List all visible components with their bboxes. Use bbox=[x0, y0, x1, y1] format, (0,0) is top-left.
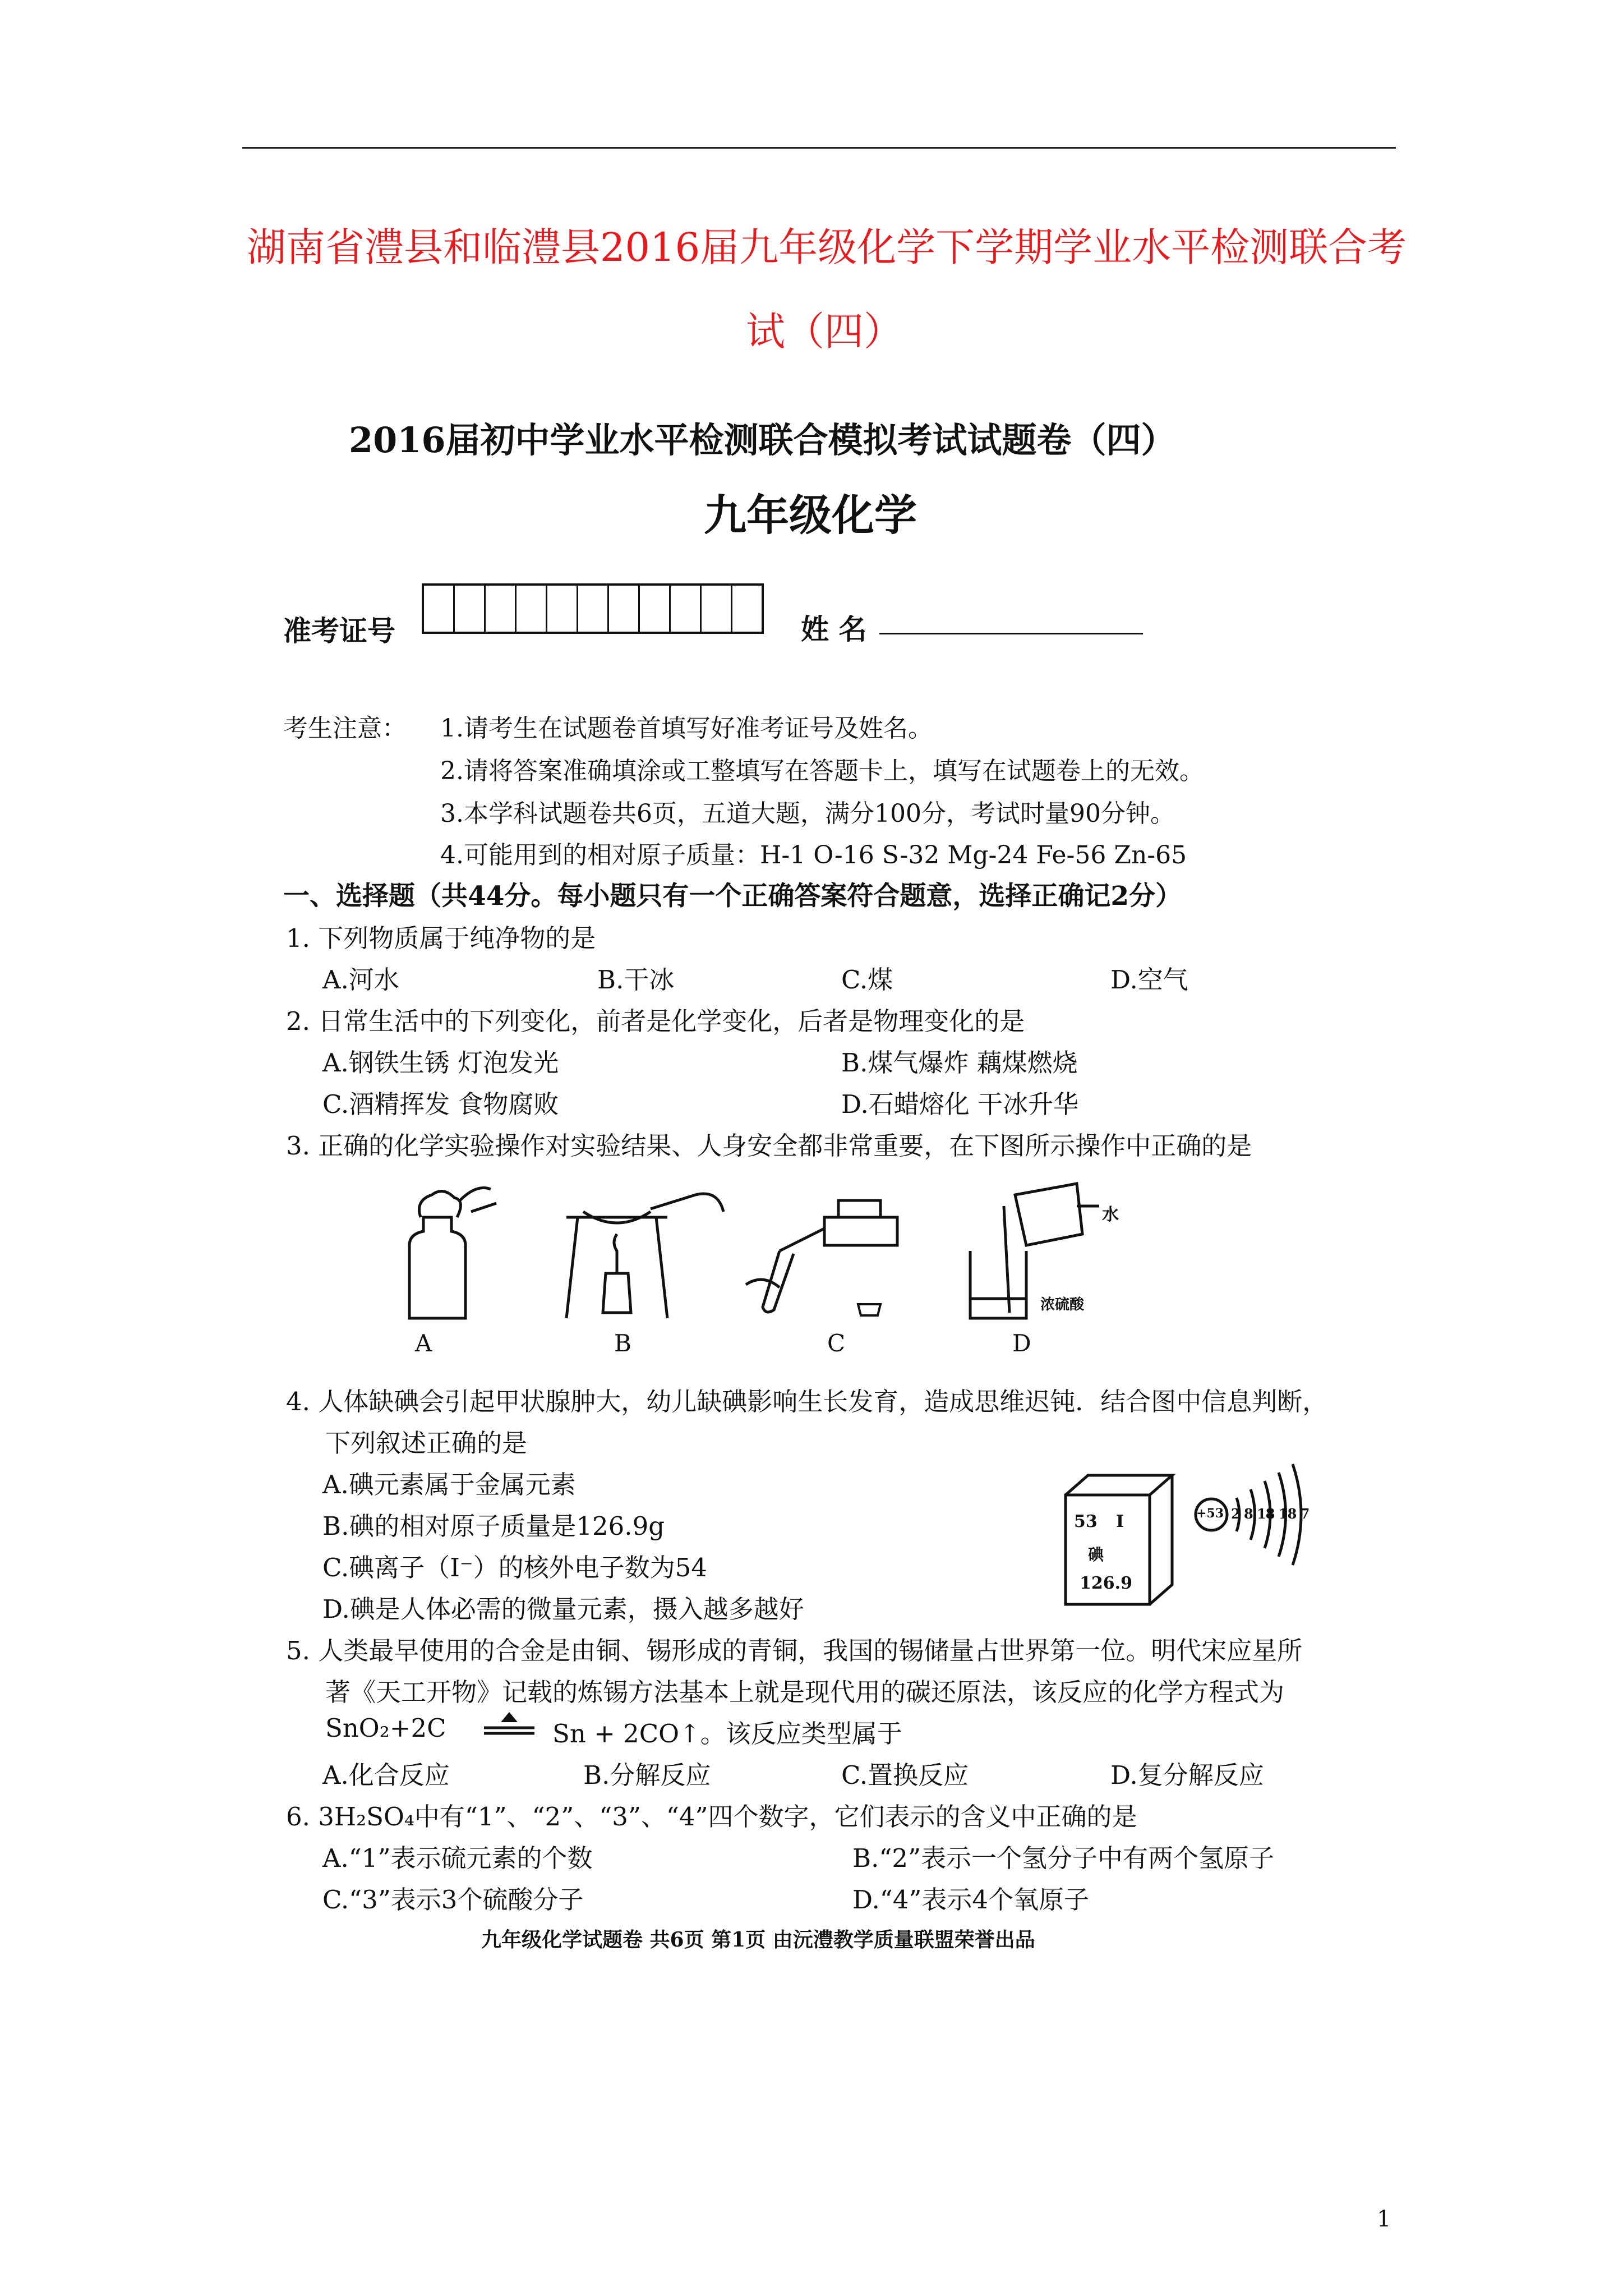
atom-nucleus: +53 bbox=[1196, 1506, 1224, 1521]
figure-b-evaporating-dish bbox=[555, 1178, 729, 1324]
q5-stem-line2: 著《天工开物》记载的炼锡方法基本上就是现代用的碳还原法，该反应的化学方程式为 bbox=[325, 1677, 1285, 1707]
q5-equation-right: Sn + 2CO↑。该反应类型属于 bbox=[552, 1719, 902, 1749]
exam-title: 2016届初中学业水平检测联合模拟考试试题卷（四） bbox=[349, 420, 1176, 461]
figure-label-c: C bbox=[827, 1329, 846, 1357]
note-item: 2.请将答案准确填涂或工整填写在答题卡上，填写在试题卷上的无效。 bbox=[440, 757, 1204, 785]
q4-stem-line2: 下列叙述正确的是 bbox=[325, 1428, 528, 1458]
id-digit-box[interactable] bbox=[547, 586, 578, 632]
exam-id-label: 准考证号 bbox=[283, 614, 395, 647]
q5-stem-line1: 5. 人类最早使用的合金是由铜、锡形成的青铜，我国的锡储量占世界第一位。明代宋应星所 bbox=[286, 1636, 1303, 1665]
q4-option-d[interactable]: D.碘是人体必需的微量元素，摄入越多越好 bbox=[322, 1594, 804, 1624]
page-footer: 九年级化学试题卷 共6页 第1页 由沅澧教学质量联盟荣誉出品 bbox=[481, 1928, 1035, 1952]
id-digit-box[interactable] bbox=[671, 586, 702, 632]
page-number: 1 bbox=[1377, 2206, 1391, 2232]
q6-stem: 6. 3H₂SO₄中有“1”、“2”、“3”、“4”四个数字，它们表示的含义中正确的是 bbox=[286, 1802, 1137, 1832]
q6-option-c[interactable]: C.“3”表示3个硫酸分子 bbox=[322, 1885, 584, 1915]
id-digit-box[interactable] bbox=[702, 586, 732, 632]
q6-option-b[interactable]: B.“2”表示一个氢分子中有两个氢原子 bbox=[852, 1843, 1275, 1873]
figure-label-d: D bbox=[1012, 1329, 1031, 1357]
subject-title: 九年级化学 bbox=[704, 490, 917, 540]
note-item: 3.本学科试题卷共6页，五道大题，满分100分，考试时量90分钟。 bbox=[440, 799, 1175, 828]
tile-symbol: I bbox=[1116, 1512, 1124, 1531]
notes-label: 考生注意： bbox=[283, 714, 407, 743]
q4-option-c[interactable]: C.碘离子（I⁻）的核外电子数为54 bbox=[322, 1553, 707, 1582]
q2-option-b[interactable]: B.煤气爆炸 藕煤燃烧 bbox=[841, 1048, 1078, 1078]
id-digit-box[interactable] bbox=[609, 586, 640, 632]
id-digit-box[interactable] bbox=[455, 586, 486, 632]
id-digit-box[interactable] bbox=[424, 586, 455, 632]
note-item: 4.可能用到的相对原子质量：H-1 O-16 S-32 Mg-24 Fe-56 Zn-65 bbox=[440, 841, 1187, 869]
figure-label-a: A bbox=[415, 1329, 432, 1357]
q4-stem-line1: 4. 人体缺碘会引起甲状腺肿大，幼儿缺碘影响生长发育，造成思维迟钝．结合图中信息判断， bbox=[286, 1387, 1328, 1416]
q2-option-a[interactable]: A.钢铁生锈 灯泡发光 bbox=[322, 1048, 559, 1078]
figure-a-smell-bottle bbox=[393, 1178, 505, 1324]
q5-option-d[interactable]: D.复分解反应 bbox=[1110, 1760, 1264, 1790]
q4-option-b[interactable]: B.碘的相对原子质量是126.9g bbox=[322, 1511, 665, 1541]
q5-option-b[interactable]: B.分解反应 bbox=[583, 1760, 711, 1790]
tile-atomic-number: 53 bbox=[1074, 1512, 1098, 1531]
q5-option-c[interactable]: C.置换反应 bbox=[841, 1760, 969, 1790]
water-label: 水 bbox=[1102, 1205, 1119, 1225]
id-digit-box[interactable] bbox=[640, 586, 671, 632]
id-digit-box[interactable] bbox=[732, 586, 762, 632]
id-digit-box[interactable] bbox=[578, 586, 609, 632]
section-heading: 一、选择题（共44分。每小题只有一个正确答案符合题意，选择正确记2分） bbox=[283, 881, 1182, 912]
name-label: 姓 名 bbox=[801, 613, 867, 646]
atom-shells: 2 8 18 18 7 bbox=[1231, 1506, 1310, 1522]
q1-option-b[interactable]: B.干冰 bbox=[597, 965, 675, 995]
document-title-line2: 试（四） bbox=[746, 309, 903, 355]
q1-option-d[interactable]: D.空气 bbox=[1110, 965, 1188, 995]
q3-stem: 3. 正确的化学实验操作对实验结果、人身安全都非常重要，在下图所示操作中正确的是 bbox=[286, 1131, 1252, 1161]
figure-c-pouring-liquid bbox=[740, 1189, 920, 1324]
q6-option-a[interactable]: A.“1”表示硫元素的个数 bbox=[322, 1843, 593, 1873]
q1-option-a[interactable]: A.河水 bbox=[322, 965, 399, 995]
q1-stem: 1. 下列物质属于纯净物的是 bbox=[286, 923, 596, 953]
figure-label-b: B bbox=[614, 1329, 631, 1357]
q5-equation-left: SnO₂+2C bbox=[325, 1713, 446, 1743]
tile-name: 碘 bbox=[1088, 1545, 1104, 1564]
q2-option-d[interactable]: D.石蜡熔化 干冰升华 bbox=[841, 1089, 1079, 1119]
q4-option-a[interactable]: A.碘元素属于金属元素 bbox=[322, 1470, 576, 1499]
q2-option-c[interactable]: C.酒精挥发 食物腐败 bbox=[322, 1089, 559, 1119]
q2-stem: 2. 日常生活中的下列变化，前者是化学变化，后者是物理变化的是 bbox=[286, 1006, 1025, 1036]
tile-mass: 126.9 bbox=[1080, 1573, 1132, 1593]
heating-condition-arrow bbox=[481, 1711, 537, 1739]
q5-option-a[interactable]: A.化合反应 bbox=[322, 1760, 450, 1790]
id-digit-box[interactable] bbox=[486, 586, 517, 632]
exam-id-boxes[interactable] bbox=[422, 583, 764, 634]
note-item: 1.请考生在试题卷首填写好准考证号及姓名。 bbox=[440, 714, 933, 743]
id-digit-box[interactable] bbox=[517, 586, 547, 632]
q1-option-c[interactable]: C.煤 bbox=[841, 965, 893, 995]
name-field-line[interactable] bbox=[879, 633, 1143, 634]
q6-option-d[interactable]: D.“4”表示4个氧原子 bbox=[852, 1885, 1090, 1915]
document-title-line1: 湖南省澧县和临澧县2016届九年级化学下学期学业水平检测联合考 bbox=[247, 224, 1407, 270]
header-rule bbox=[242, 147, 1396, 149]
acid-label: 浓硫酸 bbox=[1040, 1296, 1085, 1313]
